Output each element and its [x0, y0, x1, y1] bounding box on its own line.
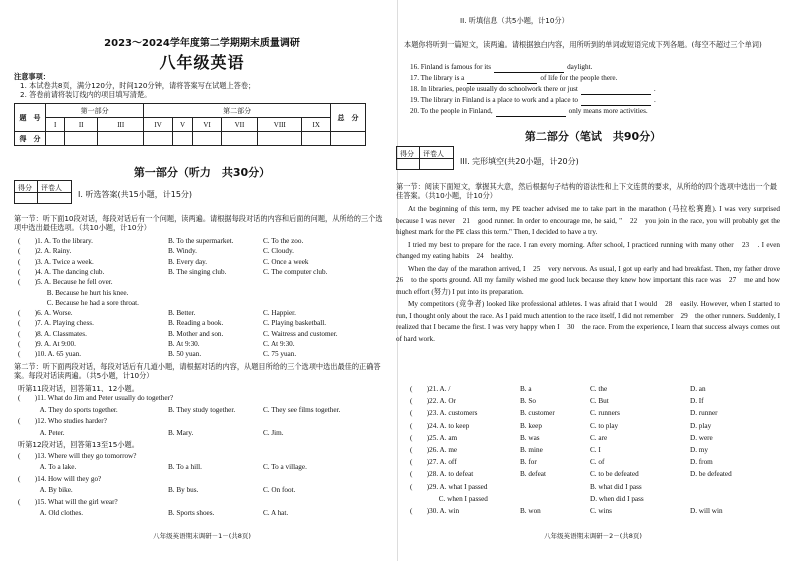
fill-suffix: only means more activities. [568, 107, 648, 115]
option-c: C. Cloudy. [263, 247, 294, 256]
option-c: C. But [590, 397, 609, 406]
option-a: ( )8. A. Classmates. [18, 329, 87, 338]
option-b: B. They study together. [168, 405, 236, 414]
part1-title: 第一部分（听力 共30分） [133, 166, 271, 179]
option-a: ( )5. A. Because he fell over. [18, 278, 113, 287]
option-n: ( )25. A. am [410, 433, 458, 442]
section3-title: III. 完形填空(共20小题，计20分) [460, 157, 579, 166]
fill-suffix: daylight. [567, 63, 593, 71]
option-c: C. to be defeated [590, 470, 639, 479]
option-b: B. won [520, 507, 541, 515]
option-d: D. play [690, 421, 712, 430]
right-footer: 八年级英语期末调研－2－(共8页) [544, 532, 642, 540]
option-b: B. Every day. [168, 257, 208, 266]
table-col-5: V [172, 118, 193, 132]
option-d: D. runner [690, 409, 718, 418]
table-col-7: VII [221, 118, 257, 132]
fill-prompt: 16. Finland is famous for its [410, 63, 492, 71]
fill-suffix: of life for the people there. [540, 74, 618, 82]
table-col-3: III [98, 118, 144, 132]
option-c: C. A hat. [263, 509, 289, 517]
option-c: C. They see films together. [263, 405, 341, 414]
option-c: C. On foot. [263, 486, 296, 494]
fill-item [410, 85, 656, 95]
option-b: B. a [520, 385, 532, 393]
exam-year-title: 2023～2024学年度第二学期期末质量调研 [104, 38, 300, 49]
option-a: B. Because he hurt his knee. [18, 288, 129, 297]
option-c: C. the [590, 385, 608, 393]
score-table [14, 103, 366, 146]
option-b: B. Mary. [168, 428, 194, 437]
option-b: B. customer [520, 409, 555, 418]
answer-blank[interactable] [494, 63, 564, 73]
section2-title: II. 听填信息（共5小题，计10分） [460, 16, 569, 25]
notes-heading: 注意事项： [14, 72, 50, 81]
section3-intro: 第一节：阅读下面短文，掌握其大意，然后根据句子结构的语法性和上下文连贯的要求，从所给的四个选项中选出一个最佳答案。（共10小题，计10分） [396, 182, 777, 200]
answer-blank[interactable] [581, 85, 651, 95]
option-b: B. So [520, 397, 536, 406]
fill-prompt: 18. In libraries, people usually do schoolwork there or just [410, 85, 578, 93]
option-a: ( )1. A. To the library. [18, 237, 93, 245]
fill-suffix: . [653, 85, 656, 93]
fill-item [410, 74, 617, 84]
option-c: C. Waitress and customer. [263, 329, 338, 338]
option-a: ( )7. A. Playing chess. [18, 319, 94, 328]
option-n: ( )28. A. to defeat [410, 470, 474, 479]
option-c: C. 75 yuan. [263, 350, 297, 359]
table-header-part2: 第二部分 [144, 104, 331, 118]
option-n: ( )23. A. customers [410, 409, 478, 418]
option-n: ( )21. A. / [410, 385, 451, 393]
option-b: B. Windy. [168, 247, 197, 256]
option-n: ( )27. A. off [410, 458, 457, 467]
passage-paragraph: My competitors (竞争者) looked like professional athletes. I was afraid that I would 28 easily. However, when I started to run, I thought only about the race. As I paid much attention to the race itself, I did not remember 29 the other runners. Suddenly, I realized that I became the first. I was very happy when I 30 the race. From the experience, I learn that success always comes out of hard work. [396, 300, 780, 343]
option-a: A. They do sports together. [18, 405, 118, 414]
grader-score-label: 得分 [400, 150, 414, 158]
option-c: C. Jim. [263, 428, 284, 437]
table-header-total: 总 分 [331, 104, 366, 132]
fill-suffix: . [653, 96, 656, 104]
option-a: 听第12段对话，回答第13至15小题。 [18, 440, 139, 449]
option-a: ( )6. A. Worse. [18, 309, 73, 318]
option-b: B. was [520, 433, 540, 442]
table-col-8: VIII [258, 118, 302, 132]
table-col-1: I [46, 118, 65, 132]
note-1: 1. 本试卷共8页，满分120分，时间120分钟，请将答案写在试题上答卷； [20, 81, 256, 90]
grader-name-label: 评卷人 [41, 184, 62, 192]
option-d: D. from [690, 458, 713, 467]
grader-score-label: 得分 [18, 184, 32, 192]
option-c: C. Playing basketball. [263, 319, 327, 328]
option-b: B. keep [520, 421, 542, 430]
option-n: ( )26. A. me [410, 446, 458, 454]
fill-prompt: 20. To the people in Finland, [410, 107, 493, 115]
table-score-label: 得 分 [15, 132, 46, 146]
option-d: D. an [690, 385, 706, 393]
section1-part2-intro: 第二节：听下面两段对话，每段对话后有几道小题，请根据对话的内容，从题目所给的三个选项中选出最佳的正确答案。每段对话读两遍。（共5小题，计10分） [14, 362, 381, 380]
note-2: 2. 答卷前请将装订线内的项目填写清楚。 [20, 90, 152, 99]
option-b: B. By bus. [168, 486, 199, 494]
fill-prompt: 17. The library is a [410, 74, 465, 82]
section2-intro: 本题你将听到一篇短文，读两遍。请根据独白内容，用所听到的单词或短语完成下列各题。(每空不超过三个单词) [404, 40, 762, 49]
section1-intro: 第一节：听下面10段对话，每段对话后有一个问题，读两遍。请根据每段对话的内容和后面的问题，从所给的三个选项中选出最佳选项。（共10小题，计10分） [14, 214, 383, 232]
option-c: C. runners [590, 409, 620, 418]
option-c: C. wins [590, 507, 612, 515]
option-c: C. To the zoo. [263, 237, 304, 245]
option-b: B. Better. [168, 309, 196, 318]
option-a: A. To a lake. [18, 463, 77, 471]
answer-blank[interactable] [467, 74, 537, 84]
answer-blank[interactable] [581, 96, 651, 106]
option-b: B. mine [520, 446, 543, 454]
option-b: B. To a hill. [168, 463, 202, 471]
option-b: B. At 9:30. [168, 340, 200, 348]
option-c: C. To a village. [263, 463, 307, 471]
option-n: ( )24. A. to keep [410, 421, 470, 430]
option-a: ( )2. A. Rainy. [18, 247, 72, 256]
option-b: B. defeat [520, 470, 546, 479]
option-n: C. when I passed [410, 494, 488, 503]
option-c: C. Happier. [263, 309, 296, 318]
passage-paragraph: I tried my best to prepare for the race. I ran every morning. After school, I practiced running with many other 23 . I even changed my eating habits 24 healthy. [396, 240, 780, 260]
option-b: B. To the supermarket. [168, 237, 234, 245]
dialog-11-instruction: 听第11段对话，回答第11、12小题。 [18, 384, 139, 393]
grader-box [14, 180, 72, 204]
fill-prompt: 19. The library in Finland is a place to work and a place to [410, 96, 578, 104]
option-a: A. By bike. [18, 486, 73, 494]
option-a: ( )11. What do Jim and Peter usually do together? [18, 394, 174, 402]
option-b: B. Mother and son. [168, 329, 224, 338]
option-b: B. 50 yuan. [168, 350, 202, 359]
option-c: C. Once a week [263, 257, 309, 266]
option-b: B. Reading a book. [168, 319, 224, 328]
option-a: ( )13. Where will they go tomorrow? [18, 451, 137, 460]
option-b: B. for [520, 458, 537, 467]
option-n: ( )30. A. win [410, 507, 460, 515]
option-n: ( )29. A. what I passed [410, 482, 488, 491]
exam-grade-title: 八年级英语 [159, 53, 245, 72]
table-col-4: IV [144, 118, 172, 132]
grader-name-label: 评卷人 [423, 150, 444, 158]
option-c: C. to play [590, 421, 619, 430]
option-c: B. what did I pass [590, 482, 642, 491]
option-d: D. If [690, 397, 704, 406]
option-c: C. At 9:30. [263, 340, 295, 348]
part2-title: 第二部分（笔试 共90分） [524, 130, 662, 143]
option-c: C. I [590, 446, 601, 454]
option-a: ( )12. Who studies harder? [18, 417, 107, 425]
option-a: ( )14. How will they go? [18, 474, 102, 483]
option-c: C. are [590, 433, 608, 442]
option-a: ( )4. A. The dancing club. [18, 267, 105, 276]
section1-title: I. 听选答案(共15小题，计15分) [78, 190, 193, 199]
passage-paragraph: At the beginning of this term, my PE teacher advised me to take part in the marathon (马拉松赛跑). I was very surprised because I was never 21 good runner. In order to encourage me, he said, " 22 you join in the race, you will probably get the highest mark for the PE class this term." Then, I decided to have a try. [396, 205, 780, 236]
option-c: C. The computer club. [263, 267, 328, 276]
left-footer: 八年级英语期末调研－1－(共8页) [153, 532, 251, 540]
option-a: ( )3. A. Twice a week. [18, 257, 94, 266]
option-a: A. Peter. [18, 428, 65, 437]
option-d: D. were [690, 433, 713, 442]
option-a: C. Because he had a sore throat. [18, 298, 139, 307]
option-a: ( )10. A. 65 yuan. [18, 350, 82, 359]
option-b: B. Sports shoes. [168, 509, 215, 517]
option-b: B. The singing club. [168, 267, 227, 276]
option-c: D. when did I pass [590, 494, 644, 503]
option-d: D. my [690, 446, 708, 454]
fill-item [410, 107, 648, 117]
table-col-9: IX [302, 118, 331, 132]
cloze-passage [396, 204, 788, 346]
table-header-item: 题 号 [15, 104, 46, 132]
option-a: A. Old clothes. [18, 509, 84, 517]
grader-box-2 [396, 146, 454, 170]
option-a: ( )9. A. At 9:00. [18, 340, 76, 348]
fill-item [410, 96, 656, 106]
table-header-part1: 第一部分 [46, 104, 144, 118]
option-n: ( )22. A. Or [410, 397, 456, 406]
fill-item [410, 63, 592, 73]
answer-blank[interactable] [496, 107, 566, 117]
option-d: D. will win [690, 507, 723, 515]
passage-paragraph: When the day of the marathon arrived, I 25 very nervous. As usual, I got up early and had breakfast. Then, my father drove 26 to the sports ground. All my family wished me good luck because they knew how important this race was 27 me and how much effort (努力) I put into its preparation. [396, 264, 788, 296]
option-a: ( )15. What will the girl wear? [18, 497, 118, 506]
table-col-2: II [65, 118, 98, 132]
option-c: C. of [590, 458, 605, 467]
option-d: D. be defeated [690, 470, 732, 479]
table-col-6: VI [193, 118, 221, 132]
